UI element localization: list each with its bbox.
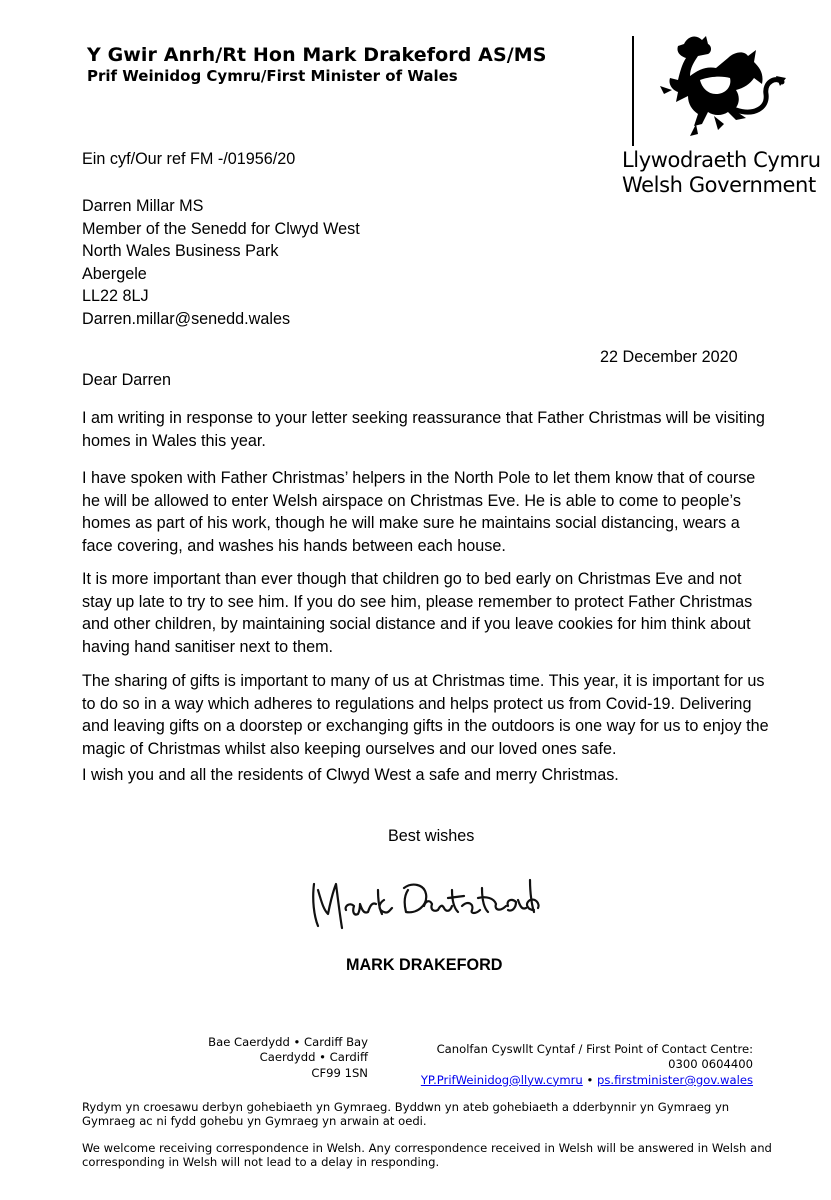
closing: Best wishes (388, 827, 475, 845)
logo-divider (632, 36, 634, 146)
logo-text-welsh: Llywodraeth Cymru (622, 148, 821, 172)
address-line: LL22 8LJ (82, 287, 149, 306)
address-line: Member of the Senedd for Clwyd West (82, 219, 360, 238)
reference-number: Ein cyf/Our ref FM -/01956/20 (82, 150, 296, 168)
signatory-name: MARK DRAKEFORD (346, 956, 503, 974)
address-line: North Wales Business Park (82, 242, 279, 261)
footer-address-line: CF99 1SN (311, 1065, 368, 1080)
handwritten-signature (308, 870, 548, 940)
welsh-dragon-icon (636, 32, 786, 144)
address-line: Darren Millar MS (82, 197, 204, 215)
letterhead-role: Prif Weinidog Cymru/First Minister of Wales (87, 67, 458, 85)
address-line: Darren.millar@senedd.wales (82, 309, 291, 328)
body-paragraph: It is more important than ever though that children go to bed early on Christmas Eve and not stay up late to try to see him. If you do see him, please remember to protect Father Christmas and other children, by maintaining social distance and if you leave cookies for him think about having hand sanitiser next to them. (82, 570, 753, 656)
welsh-language-notice: Rydym yn croesawu derbyn gohebiaeth yn Gymraeg. Byddwn yn ateb gohebiaeth a dderbynnir yn Gymraeg yn Gymraeg ac ni fydd gohebu yn Gymraeg yn arwain at oedi. (82, 1100, 730, 1128)
footer-address (120, 1035, 368, 1081)
english-language-notice: We welcome receiving correspondence in Welsh. Any correspondence received in Welsh will be answered in Welsh and corresponding in Welsh will not lead to a delay in responding. (82, 1141, 772, 1169)
letterhead-name: Y Gwir Anrh/Rt Hon Mark Drakeford AS/MS (87, 44, 547, 66)
email-separator: • (586, 1072, 594, 1087)
body-paragraph: I wish you and all the residents of Clwyd West a safe and merry Christmas. (82, 766, 619, 784)
recipient-address (82, 195, 360, 331)
contact-phone: 0300 0604400 (668, 1057, 753, 1072)
contact-centre-title: Canolfan Cyswllt Cyntaf / First Point of Contact Centre: (436, 1042, 753, 1056)
contact-emails (420, 1073, 753, 1088)
body-paragraph: I am writing in response to your letter seeking reassurance that Father Christmas will be visiting homes in Wales this year. (82, 409, 765, 450)
footer-contact (420, 1042, 753, 1088)
government-logo-text (622, 148, 821, 198)
footer-address-line: Caerdydd • Cardiff (259, 1050, 368, 1065)
logo-text-english: Welsh Government (622, 173, 816, 197)
letter-date: 22 December 2020 (600, 348, 738, 366)
footer-address-line: Bae Caerdydd • Cardiff Bay (208, 1035, 368, 1049)
body-paragraph: I have spoken with Father Christmas’ helpers in the North Pole to let them know that of course he will be allowed to enter Welsh airspace on Christmas Eve. He is able to come to people’s homes as part of his work, though he will make sure he maintains social distancing, wears a face covering, and washes his hands between each house. (82, 469, 756, 555)
body-paragraph: The sharing of gifts is important to many of us at Christmas time. This year, it is important for us to do so in a way which adheres to regulations and helps protect us from Covid-19. Delivering and leaving gifts on a doorstep or exchanging gifts in the outdoors is one way for us to enjoy the magic of Christmas whilst also keeping ourselves and our loved ones safe. (82, 672, 769, 758)
email-link-english[interactable]: ps.firstminister@gov.wales (597, 1072, 753, 1087)
email-link-welsh[interactable]: YP.PrifWeinidog@llyw.cymru (420, 1072, 583, 1087)
address-line: Abergele (82, 264, 147, 283)
salutation: Dear Darren (82, 371, 172, 389)
